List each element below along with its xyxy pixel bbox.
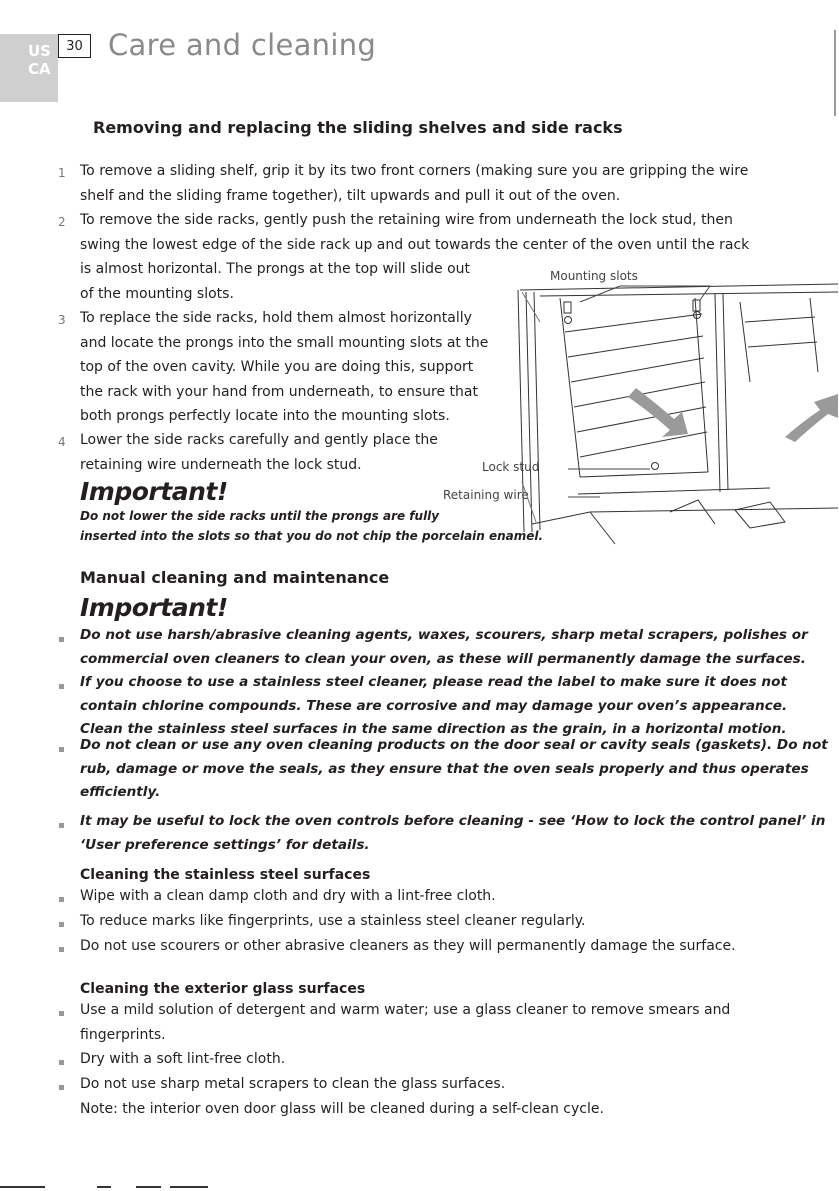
bullet-marker: [59, 1085, 64, 1090]
bullet-marker: [59, 947, 64, 952]
page-number: 30: [58, 34, 91, 58]
footer-mark: [0, 1186, 45, 1188]
section-title-glass: Cleaning the exterior glass surfaces: [80, 981, 366, 997]
text-line: To remove a sliding shelf, grip it by its two front corners (making sure you are gripping the wire: [80, 163, 749, 179]
important-heading: Important!: [80, 477, 228, 506]
step-number: 4: [58, 435, 66, 449]
text-line: shelf and the sliding frame together), tilt upwards and pull it out of the oven.: [80, 187, 621, 204]
text-line: top of the oven cavity. While you are doing this, support: [80, 359, 474, 375]
text-line: and locate the prongs into the small mounting slots at the: [80, 334, 489, 351]
text-line: the rack with your hand from underneath, to ensure that: [80, 383, 478, 400]
list-item: [80, 998, 730, 1047]
text-line: swing the lowest edge of the side rack up and out towards the center of the oven until the rack: [80, 236, 750, 253]
list-item: [80, 671, 787, 742]
step-text: [80, 306, 488, 429]
region-tab: [0, 34, 58, 102]
step-text: [80, 159, 748, 208]
bullet-marker: [59, 897, 64, 902]
important-heading: Important!: [80, 593, 228, 622]
text-line: If you choose to use a stainless steel cleaner, please read the label to make sure it does not: [80, 674, 787, 690]
text-line: It may be useful to lock the oven controls before cleaning - see ‘How to lock the control panel’ in: [80, 813, 826, 829]
step-text: [80, 428, 438, 477]
text-line: fingerprints.: [80, 1026, 166, 1043]
bullet-marker: [59, 684, 64, 689]
text-line: commercial oven cleaners to clean your oven, as these will permanently damage the surfaces.: [80, 650, 806, 667]
text-line: contain chlorine compounds. These are corrosive and may damage your oven’s appearance.: [80, 697, 788, 714]
text-line: retaining wire underneath the lock stud.: [80, 456, 362, 473]
text-line: ‘User preference settings’ for details.: [80, 836, 370, 853]
list-item: [80, 810, 825, 857]
text-line: Lower the side racks carefully and gently place the: [80, 432, 438, 448]
swing-arrow-right: [785, 394, 838, 442]
text-line: To remove the side racks, gently push the retaining wire from underneath the lock stud, then: [80, 212, 733, 228]
page-title: Care and cleaning: [108, 28, 377, 62]
list-item: [80, 734, 828, 805]
margin-rule: [834, 30, 836, 116]
list-item: Do not use scourers or other abrasive cleaners as they will permanently damage the surface.: [80, 938, 736, 954]
bullet-marker: [59, 747, 64, 752]
step-number: 3: [58, 313, 66, 327]
footer-mark: [97, 1186, 111, 1188]
text-line: Do not lower the side racks until the prongs are fully: [80, 509, 440, 523]
text-line: Clean the stainless steel surfaces in the same direction as the grain, in a horizontal motion.: [80, 721, 787, 737]
text-line: both prongs perfectly locate into the mounting slots.: [80, 408, 450, 424]
region-code-ca: CA: [28, 60, 51, 78]
text-line: inserted into the slots so that you do not chip the porcelain enamel.: [80, 529, 544, 543]
text-line: efficiently.: [80, 784, 161, 800]
text-line: rub, damage or move the seals, as they ensure that the oven seals properly and thus operates: [80, 760, 809, 777]
text-line: To replace the side racks, hold them almost horizontally: [80, 310, 472, 326]
text-line: is almost horizontal. The prongs at the top will slide out: [80, 261, 471, 277]
step-number: 1: [58, 166, 66, 180]
list-item: To reduce marks like fingerprints, use a stainless steel cleaner regularly.: [80, 913, 586, 929]
text-line: of the mounting slots.: [80, 285, 234, 302]
label-mounting-slots: Mounting slots: [550, 269, 638, 283]
bullet-marker: [59, 823, 64, 828]
list-item: Wipe with a clean damp cloth and dry with a lint-free cloth.: [80, 888, 496, 904]
step-number: 2: [58, 215, 66, 229]
section-title-manual: Manual cleaning and maintenance: [80, 568, 390, 587]
note-text: Note: the interior oven door glass will be cleaned during a self-clean cycle.: [80, 1101, 604, 1117]
bullet-marker: [59, 637, 64, 642]
side-rack-diagram: [440, 262, 838, 547]
footer-mark: [136, 1186, 161, 1188]
text-line: Use a mild solution of detergent and warm water; use a glass cleaner to remove smears and: [80, 1002, 731, 1018]
text-line: Do not clean or use any oven cleaning products on the door seal or cavity seals (gaskets). Do not: [80, 737, 828, 753]
bullet-marker: [59, 922, 64, 927]
list-item: Do not use sharp metal scrapers to clean the glass surfaces.: [80, 1076, 506, 1092]
label-lock-stud: Lock stud: [482, 460, 540, 474]
footer-mark: [170, 1186, 208, 1188]
bullet-marker: [59, 1011, 64, 1016]
oven-cavity-illustration: [440, 262, 838, 547]
label-retaining-wire: Retaining wire: [443, 488, 529, 502]
text-line: Do not use harsh/abrasive cleaning agents, waxes, scourers, sharp metal scrapers, polishes or: [80, 627, 808, 643]
list-item: Dry with a soft lint-free cloth.: [80, 1051, 286, 1067]
section-title-stainless: Cleaning the stainless steel surfaces: [80, 867, 371, 883]
bullet-marker: [59, 1060, 64, 1065]
section-title-shelves: Removing and replacing the sliding shelves and side racks: [93, 118, 623, 137]
region-code-us: US: [28, 42, 51, 60]
list-item: [80, 624, 808, 671]
